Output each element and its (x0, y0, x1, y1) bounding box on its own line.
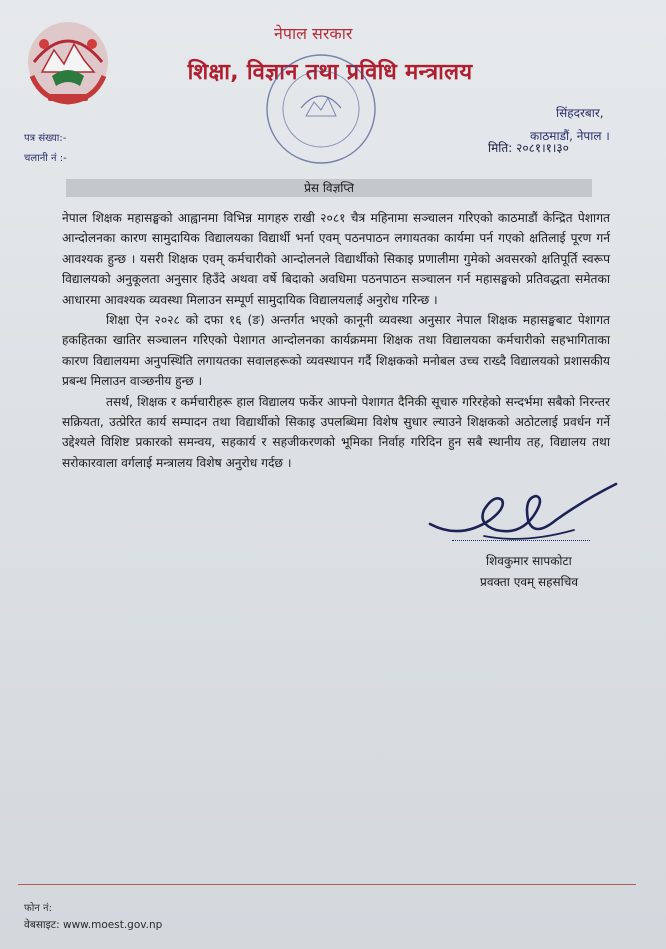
nepal-emblem-icon (22, 16, 114, 108)
footer-phone-label: फोन नं: (24, 903, 52, 914)
footer-website (24, 918, 162, 932)
dispatch-number-label: चलानी नं :- (24, 153, 67, 164)
location-line-2: काठमाडौं, नेपाल । (530, 129, 610, 143)
body-paragraph-2: शिक्षा ऐन २०२८ को दफा १६ (ङ) अन्तर्गत भएको कानूनी व्यवस्था अनुसार नेपाल शिक्षक महासङ्घबाट पेशागत हकहितका खातिर सञ्चालन गरिएको पेशागत आन्दोलनका कार्यक्रममा शिक्षक तथा विद्यालयका कर्मचारीको सहभागिताका कारण विद्यालयमा अनुपस्थिति लगायतका सवालहरूको व्यवस्थापन गर्दै शिक्षकको मनोबल उच्च राख्दै विद्यालयको प्रशासकीय प्रबन्ध मिलाउन वाञ्छनीय हुन्छ । (62, 313, 610, 389)
press-release-body (62, 208, 610, 473)
date-value: २०८१।१।३० (516, 141, 569, 155)
footer-divider (18, 884, 636, 885)
ministry-title: शिक्षा, विज्ञान तथा प्रविधि मन्त्रालय (187, 60, 473, 85)
letter-number-label: पत्र संख्या:- (24, 133, 67, 144)
government-title: नेपाल सरकार (274, 24, 353, 43)
official-stamp-icon (262, 50, 380, 168)
signatory-title: प्रवक्ता एवम् सहसचिव (480, 575, 578, 589)
signatory-name: शिवकुमार सापकोटा (486, 554, 572, 568)
press-release-title: प्रेस विज्ञप्ति (66, 179, 592, 197)
website-link[interactable]: www.moest.gov.np (62, 919, 163, 931)
letter-date (488, 139, 569, 156)
website-label: वेबसाइट: (24, 919, 60, 931)
date-label: मिति: (488, 141, 513, 155)
location-line-1: सिंहदरबार, (556, 106, 604, 120)
body-paragraph-3: तसर्थ, शिक्षक र कर्मचारीहरू हाल विद्यालय फर्केर आफ्नो पेशागत दैनिकी सूचारु गरिरहेको सन्दर्भमा सबैको निरन्तर सक्रियता, उत्प्रेरित कार्य सम्पादन तथा विद्यार्थीको सिकाइ उपलब्धिमा विशेष सुधार ल्याउने शिक्षकको अठोटलाई प्रवर्धन गर्ने उद्देश्यले विशिष्ट प्रकारको समन्वय, सहकार्य र सहजीकरणको भूमिका निर्वाह गरिदिन हुन सबै स्थानीय तह, विद्यालय तथा सरोकारवाला वर्गलाई मन्त्रालय विशेष अनुरोध गर्दछ । (62, 394, 610, 470)
signature-dotted-line (452, 540, 590, 541)
body-paragraph-1: नेपाल शिक्षक महासङ्घको आह्वानमा विभिन्न मागहरु राखी २०८१ चैत्र महिनामा सञ्चालन गरिएको काठमाडौं केन्द्रित पेशागत आन्दोलनका कारण सामुदायिक विद्यालयका विद्यार्थी भर्ना एवम् पठनपाठन लगायतका कार्यमा पर्न गएको क्षतिलाई पूरण गर्न आवश्यक हुन्छ । यसरी शिक्षक एवम् कर्मचारीको आन्दोलनले विद्यार्थीको सिकाइ प्रणालीमा गुमेको अवसरको क्षतिपूर्ति स्वरूप विद्यालयको अनुकूलता अनुसार हिउँदे अथवा वर्षे बिदाको अवधिमा पठनपाठन सञ्चालन गर्न महासङ्घको प्रतिवद्धता समेतका आधारमा आवश्यक व्यवस्था मिलाउन सम्पूर्ण सामुदायिक विद्यालयलाई अनुरोध गरिन्छ । (62, 211, 610, 307)
